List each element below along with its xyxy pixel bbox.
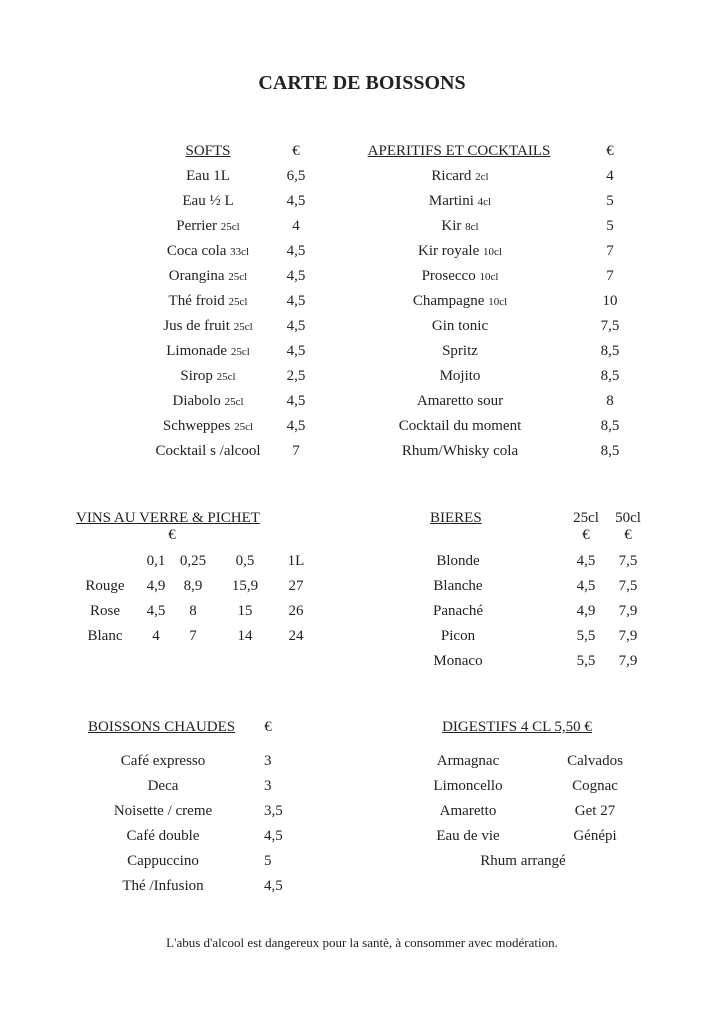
item-name: Limonade <box>166 343 231 359</box>
aperitifs-item-name <box>418 242 502 261</box>
aperitifs-item-price: 8,5 <box>600 418 620 434</box>
chaudes-item-price: 3 <box>264 753 272 769</box>
item-size: 25cl <box>216 371 236 383</box>
digestif-item: Cognac <box>572 778 618 794</box>
item-name: Orangina <box>168 268 229 284</box>
chaudes-item-name: Thé /Infusion <box>122 878 204 894</box>
item-name: Ricard <box>431 168 476 184</box>
softs-header: SOFTS <box>185 143 231 159</box>
softs-item-price: 4,5 <box>286 318 306 334</box>
bieres-price: 7,5 <box>618 553 638 569</box>
bieres-price: 4,5 <box>576 578 596 594</box>
chaudes-item-price: 4,5 <box>264 878 283 894</box>
digestif-item: Limoncello <box>433 778 503 794</box>
item-name: Diabolo <box>172 393 225 409</box>
bieres-currency-header: € <box>624 527 632 543</box>
item-size: 25cl <box>220 221 240 233</box>
item-size: 25cl <box>224 396 244 408</box>
item-size: 8cl <box>465 221 479 233</box>
item-name: Champagne <box>412 293 489 309</box>
item-name: Jus de fruit <box>163 318 234 334</box>
aperitifs-item-price: 7 <box>606 243 614 259</box>
aperitifs-item-price: 8,5 <box>600 368 620 384</box>
aperitifs-item-price: 10 <box>602 293 618 309</box>
aperitifs-item-price: 8,5 <box>600 443 620 459</box>
aperitifs-item-name: Amaretto sour <box>416 393 504 409</box>
footer-disclaimer: L'abus d'alcool est dangereux pour la santè, à consommer avec modération. <box>166 935 558 950</box>
softs-item-price: 4,5 <box>286 243 306 259</box>
softs-item-name <box>167 242 249 261</box>
softs-item-name: Cocktail s /alcool <box>155 443 261 459</box>
digestif-item: Amaretto <box>439 803 497 819</box>
softs-item-price: 6,5 <box>286 168 306 184</box>
digestif-item: Get 27 <box>574 803 616 819</box>
softs-item-price: 2,5 <box>286 368 306 384</box>
vins-price: 4,5 <box>146 603 166 619</box>
aperitifs-item-name: Rhum/Whisky cola <box>401 443 519 459</box>
softs-item-name <box>163 417 253 436</box>
item-size: 2cl <box>475 171 489 183</box>
chaudes-item-name: Café expresso <box>120 753 206 769</box>
item-name: Prosecco <box>421 268 480 284</box>
aperitifs-item-price: 4 <box>606 168 614 184</box>
bieres-currency-header: € <box>582 527 590 543</box>
item-size: 10cl <box>483 246 502 258</box>
vins-price: 7 <box>189 628 197 644</box>
bieres-price: 7,9 <box>618 653 638 669</box>
softs-item-name <box>180 367 235 386</box>
aperitifs-item-price: 5 <box>606 193 614 209</box>
vins-column-header: 0,25 <box>179 553 207 569</box>
aperitifs-item-name: Cocktail du moment <box>398 418 522 434</box>
item-size: 10cl <box>479 271 499 283</box>
bieres-price: 7,5 <box>618 578 638 594</box>
vins-price: 8 <box>189 603 197 619</box>
softs-item-price: 4,5 <box>286 393 306 409</box>
vins-price: 14 <box>237 628 253 644</box>
item-size: 25cl <box>234 421 254 433</box>
bieres-row-name: Blonde <box>436 553 480 569</box>
aperitifs-item-price: 7,5 <box>600 318 620 334</box>
aperitifs-item-name <box>429 192 491 211</box>
item-size: 25cl <box>228 271 248 283</box>
vins-column-header: 0,5 <box>235 553 255 569</box>
aperitifs-item-name <box>413 292 507 311</box>
aperitifs-item-name: Mojito <box>439 368 481 384</box>
chaudes-item-name: Café double <box>126 828 200 844</box>
digestif-item: Eau de vie <box>436 828 500 844</box>
vins-price: 4 <box>152 628 160 644</box>
item-size: 33cl <box>230 246 250 258</box>
item-size: 25cl <box>228 296 248 308</box>
vins-row-name: Blanc <box>87 628 123 644</box>
vins-column-header: 0,1 <box>146 553 166 569</box>
item-name: Kir royale <box>418 243 484 259</box>
aperitifs-item-name <box>441 217 478 236</box>
softs-item-price: 4,5 <box>286 193 306 209</box>
aperitifs-item-name <box>422 267 499 286</box>
softs-item-name <box>176 217 240 236</box>
vins-row-name: Rouge <box>85 578 125 594</box>
item-name: Kir <box>441 218 466 234</box>
chaudes-item-price: 3,5 <box>264 803 283 819</box>
bieres-header: BIERES <box>430 510 482 526</box>
aperitifs-item-name <box>431 167 488 186</box>
digestif-item: Rhum arrangé <box>480 853 566 869</box>
item-name: Coca cola <box>166 243 231 259</box>
vins-price: 15 <box>237 603 253 619</box>
bieres-row-name: Monaco <box>433 653 483 669</box>
bieres-price: 7,9 <box>618 603 638 619</box>
softs-currency-header: € <box>292 143 300 159</box>
item-name: Schweppes <box>162 418 235 434</box>
chaudes-currency-header: € <box>264 719 272 735</box>
softs-item-name: Eau 1L <box>186 168 230 184</box>
digestif-item: Armagnac <box>436 753 500 769</box>
bieres-price: 4,5 <box>576 553 596 569</box>
bieres-size-header: 50cl <box>615 510 641 526</box>
item-name: Martini <box>428 193 478 209</box>
aperitifs-item-name: Gin tonic <box>431 318 489 334</box>
vins-column-header: 1L <box>287 553 305 569</box>
softs-item-price: 4,5 <box>286 268 306 284</box>
aperitifs-header: APERITIFS ET COCKTAILS <box>367 143 551 159</box>
softs-item-name <box>172 392 243 411</box>
bieres-price: 7,9 <box>618 628 638 644</box>
page-title: CARTE DE BOISSONS <box>258 72 466 94</box>
vins-price: 15,9 <box>231 578 259 594</box>
bieres-price: 5,5 <box>576 628 596 644</box>
chaudes-item-price: 5 <box>264 853 272 869</box>
vins-currency-header: € <box>168 527 176 543</box>
aperitifs-item-name: Spritz <box>442 343 478 359</box>
softs-item-price: 4 <box>292 218 300 234</box>
bieres-row-name: Panaché <box>433 603 483 619</box>
bieres-price: 4,9 <box>576 603 596 619</box>
chaudes-item-name: Cappuccino <box>127 853 199 869</box>
item-name: Sirop <box>180 368 217 384</box>
vins-price: 26 <box>288 603 304 619</box>
aperitifs-item-price: 5 <box>606 218 614 234</box>
aperitifs-item-price: 7 <box>606 268 614 284</box>
bieres-row-name: Blanche <box>433 578 483 594</box>
softs-item-name <box>166 342 250 361</box>
softs-item-name <box>169 267 248 286</box>
chaudes-item-price: 3 <box>264 778 272 794</box>
digestifs-header: DIGESTIFS 4 CL 5,50 € <box>442 719 592 735</box>
item-size: 25cl <box>233 321 253 333</box>
item-name: Perrier <box>176 218 221 234</box>
softs-item-name <box>169 292 248 311</box>
softs-item-name <box>163 317 252 336</box>
chaudes-item-price: 4,5 <box>264 828 283 844</box>
vins-header: VINS AU VERRE & PICHET <box>76 510 260 526</box>
aperitifs-item-price: 8 <box>606 393 614 409</box>
vins-price: 4,9 <box>146 578 166 594</box>
chaudes-item-name: Deca <box>147 778 179 794</box>
chaudes-item-name: Noisette / creme <box>113 803 213 819</box>
digestif-item: Calvados <box>567 753 623 769</box>
vins-price: 27 <box>288 578 304 594</box>
softs-item-price: 4,5 <box>286 418 306 434</box>
digestif-item: Génépi <box>573 828 617 844</box>
bieres-row-name: Picon <box>440 628 476 644</box>
bieres-price: 5,5 <box>576 653 596 669</box>
bieres-size-header: 25cl <box>573 510 599 526</box>
item-size: 10cl <box>488 296 508 308</box>
vins-price: 8,9 <box>183 578 203 594</box>
chaudes-header: BOISSONS CHAUDES <box>88 719 236 735</box>
item-name: Thé froid <box>168 293 229 309</box>
aperitifs-currency-header: € <box>606 143 614 159</box>
vins-row-name: Rose <box>90 603 120 619</box>
item-size: 4cl <box>477 196 492 208</box>
softs-item-name: Eau ½ L <box>182 193 234 209</box>
aperitifs-item-price: 8,5 <box>600 343 620 359</box>
softs-item-price: 7 <box>292 443 300 459</box>
vins-price: 24 <box>288 628 304 644</box>
softs-item-price: 4,5 <box>286 343 306 359</box>
softs-item-price: 4,5 <box>286 293 306 309</box>
item-size: 25cl <box>230 346 250 358</box>
